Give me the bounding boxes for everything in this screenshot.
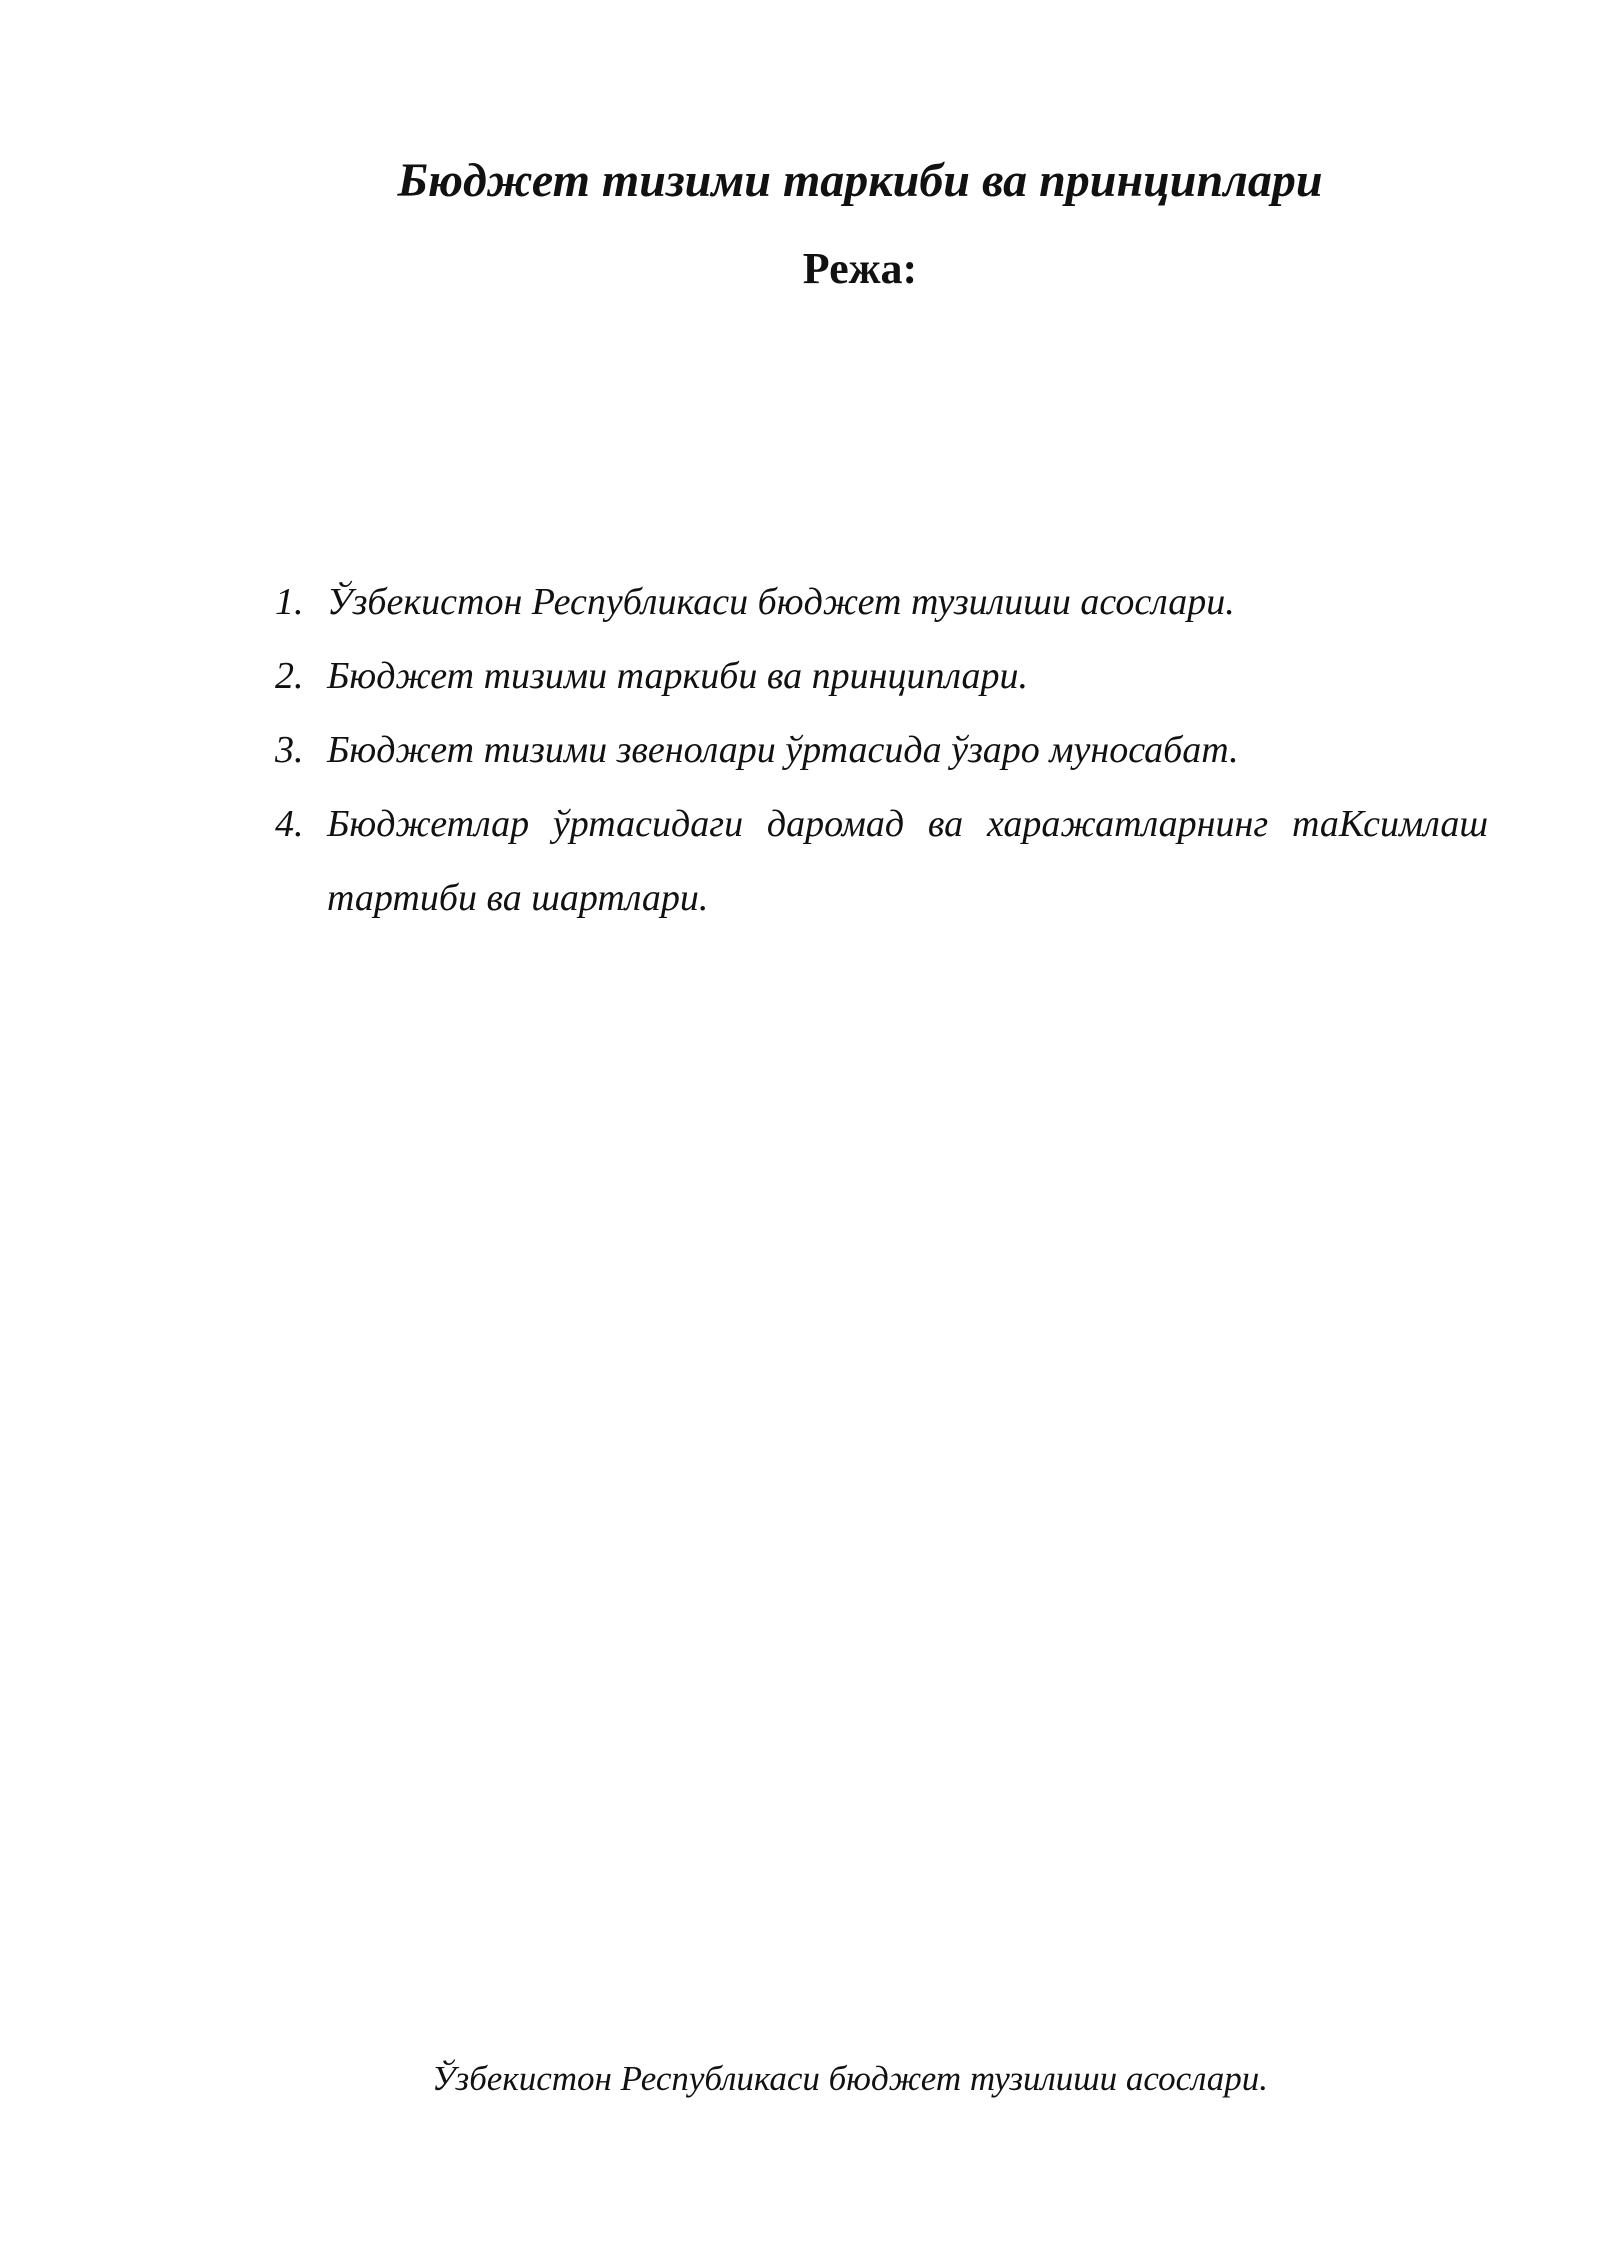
plan-item-3: [275, 713, 1488, 787]
plan-item-number: 1.: [275, 581, 304, 623]
plan-item-2: [275, 639, 1488, 713]
section-heading: Ўзбекистон Республикаси бюджет тузилиши асослари.: [432, 2059, 1269, 2098]
plan-item-text: Бюджет тизими звенолари ўртасида ўзаро муносабат.: [327, 729, 1239, 771]
plan-item-number: 3.: [275, 729, 304, 771]
plan-item-number: 4.: [275, 803, 304, 845]
plan-item-4: [275, 787, 1488, 935]
plan-heading: Режа:: [802, 244, 918, 293]
plan-item-text: Ўзбекистон Республикаси бюджет тузилиши асослари.: [327, 581, 1235, 623]
document-title: Бюджет тизими таркиби ва принциплари: [397, 154, 1323, 207]
plan-item-text: Бюджет тизими таркиби ва принциплари.: [327, 655, 1029, 697]
plan-item-number: 2.: [275, 655, 304, 697]
plan-item-text: Бюджетлар ўртасидаги даромад ва харажатларнинг таКсимлаш тартиби ва шартлари.: [327, 803, 1488, 919]
plan-item-1: [275, 565, 1488, 639]
plan-list: [275, 565, 1488, 935]
